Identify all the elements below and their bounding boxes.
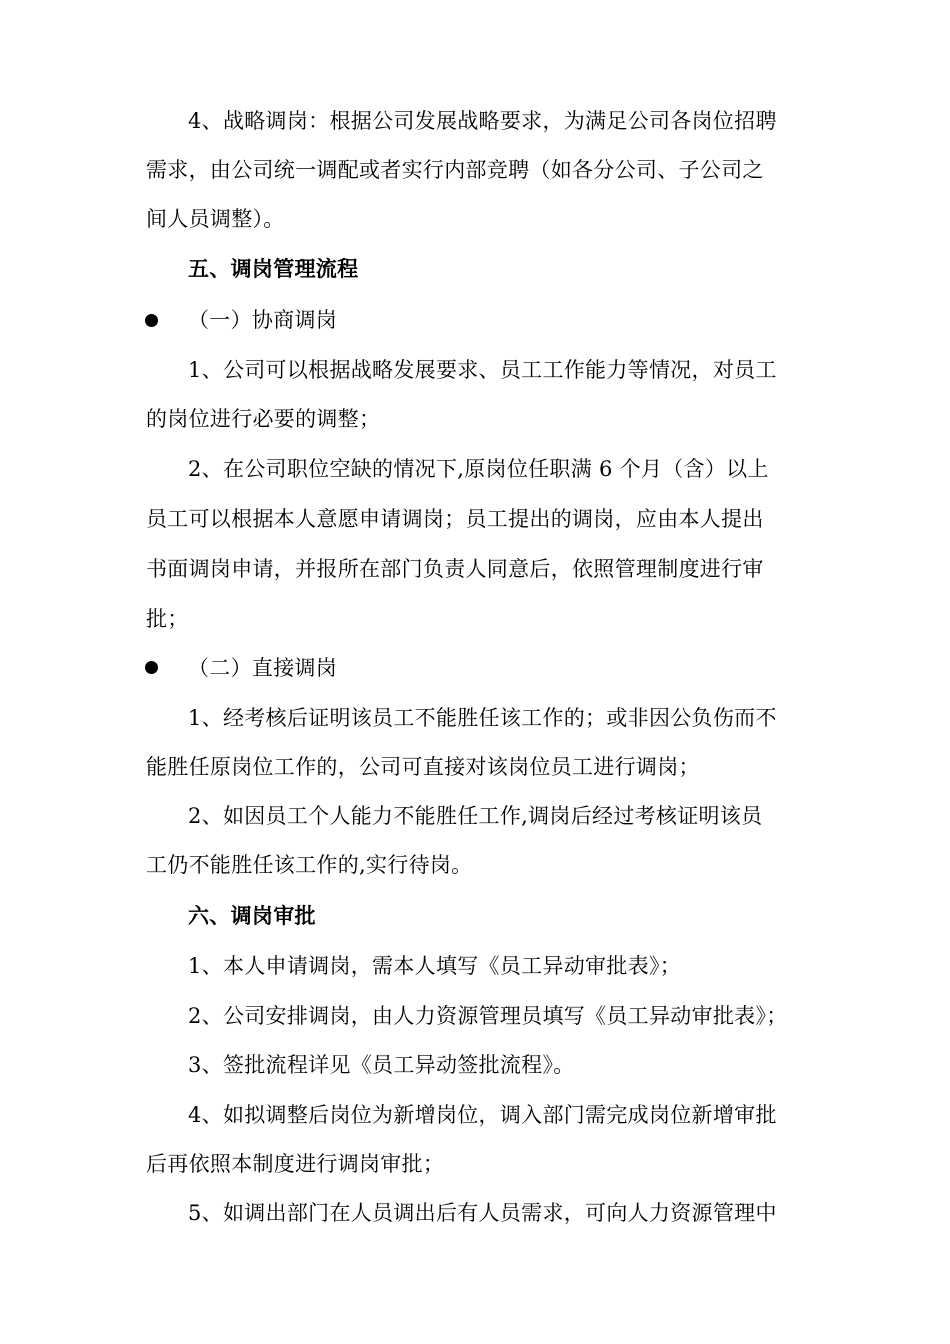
paragraph-line: 后再依照本制度进行调岗审批； xyxy=(146,1152,445,1176)
subsection-title: （一）协商调岗 xyxy=(188,308,338,332)
paragraph-line: 1、本人申请调岗，需本人填写《员工异动审批表》； xyxy=(188,954,682,978)
paragraph-line: 4、战略调岗：根据公司发展战略要求，为满足公司各岗位招聘 xyxy=(188,109,777,133)
paragraph-line: 员工可以根据本人意愿申请调岗；员工提出的调岗，应由本人提出 xyxy=(146,507,764,531)
subsection-title: （二）直接调岗 xyxy=(188,656,338,680)
paragraph-line: 书面调岗申请，并报所在部门负责人同意后，依照管理制度进行审 xyxy=(146,557,764,581)
section-heading: 六、调岗审批 xyxy=(188,903,316,928)
paragraph-line: 批； xyxy=(146,607,189,631)
paragraph-line: 1、公司可以根据战略发展要求、员工工作能力等情况，对员工 xyxy=(188,358,777,382)
paragraph-line: 4、如拟调整后岗位为新增岗位，调入部门需完成岗位新增审批 xyxy=(188,1103,777,1127)
paragraph-line: 1、经考核后证明该员工不能胜任该工作的；或非因公负伤而不 xyxy=(188,706,777,730)
paragraph-line: 5、如调出部门在人员调出后有人员需求，可向人力资源管理中 xyxy=(188,1201,777,1225)
bullet-icon xyxy=(145,661,158,674)
paragraph-line: 3、签批流程详见《员工异动签批流程》。 xyxy=(188,1053,575,1077)
paragraph-line: 的岗位进行必要的调整； xyxy=(146,407,381,431)
paragraph-line: 工仍不能胜任该工作的,实行待岗。 xyxy=(146,853,473,877)
paragraph-line: 能胜任原岗位工作的，公司可直接对该岗位员工进行调岗； xyxy=(146,755,700,779)
paragraph-line: 间人员调整）。 xyxy=(146,207,285,231)
paragraph-line: 需求，由公司统一调配或者实行内部竞聘（如各分公司、子公司之 xyxy=(146,158,764,182)
section-heading: 五、调岗管理流程 xyxy=(188,256,359,281)
paragraph-line: 2、在公司职位空缺的情况下,原岗位任职满 6 个月（含）以上 xyxy=(188,457,769,481)
paragraph-line: 2、公司安排调岗，由人力资源管理员填写《员工异动审批表》； xyxy=(188,1004,788,1028)
paragraph-line: 2、如因员工个人能力不能胜任工作,调岗后经过考核证明该员 xyxy=(188,804,763,828)
bullet-icon xyxy=(145,314,158,327)
